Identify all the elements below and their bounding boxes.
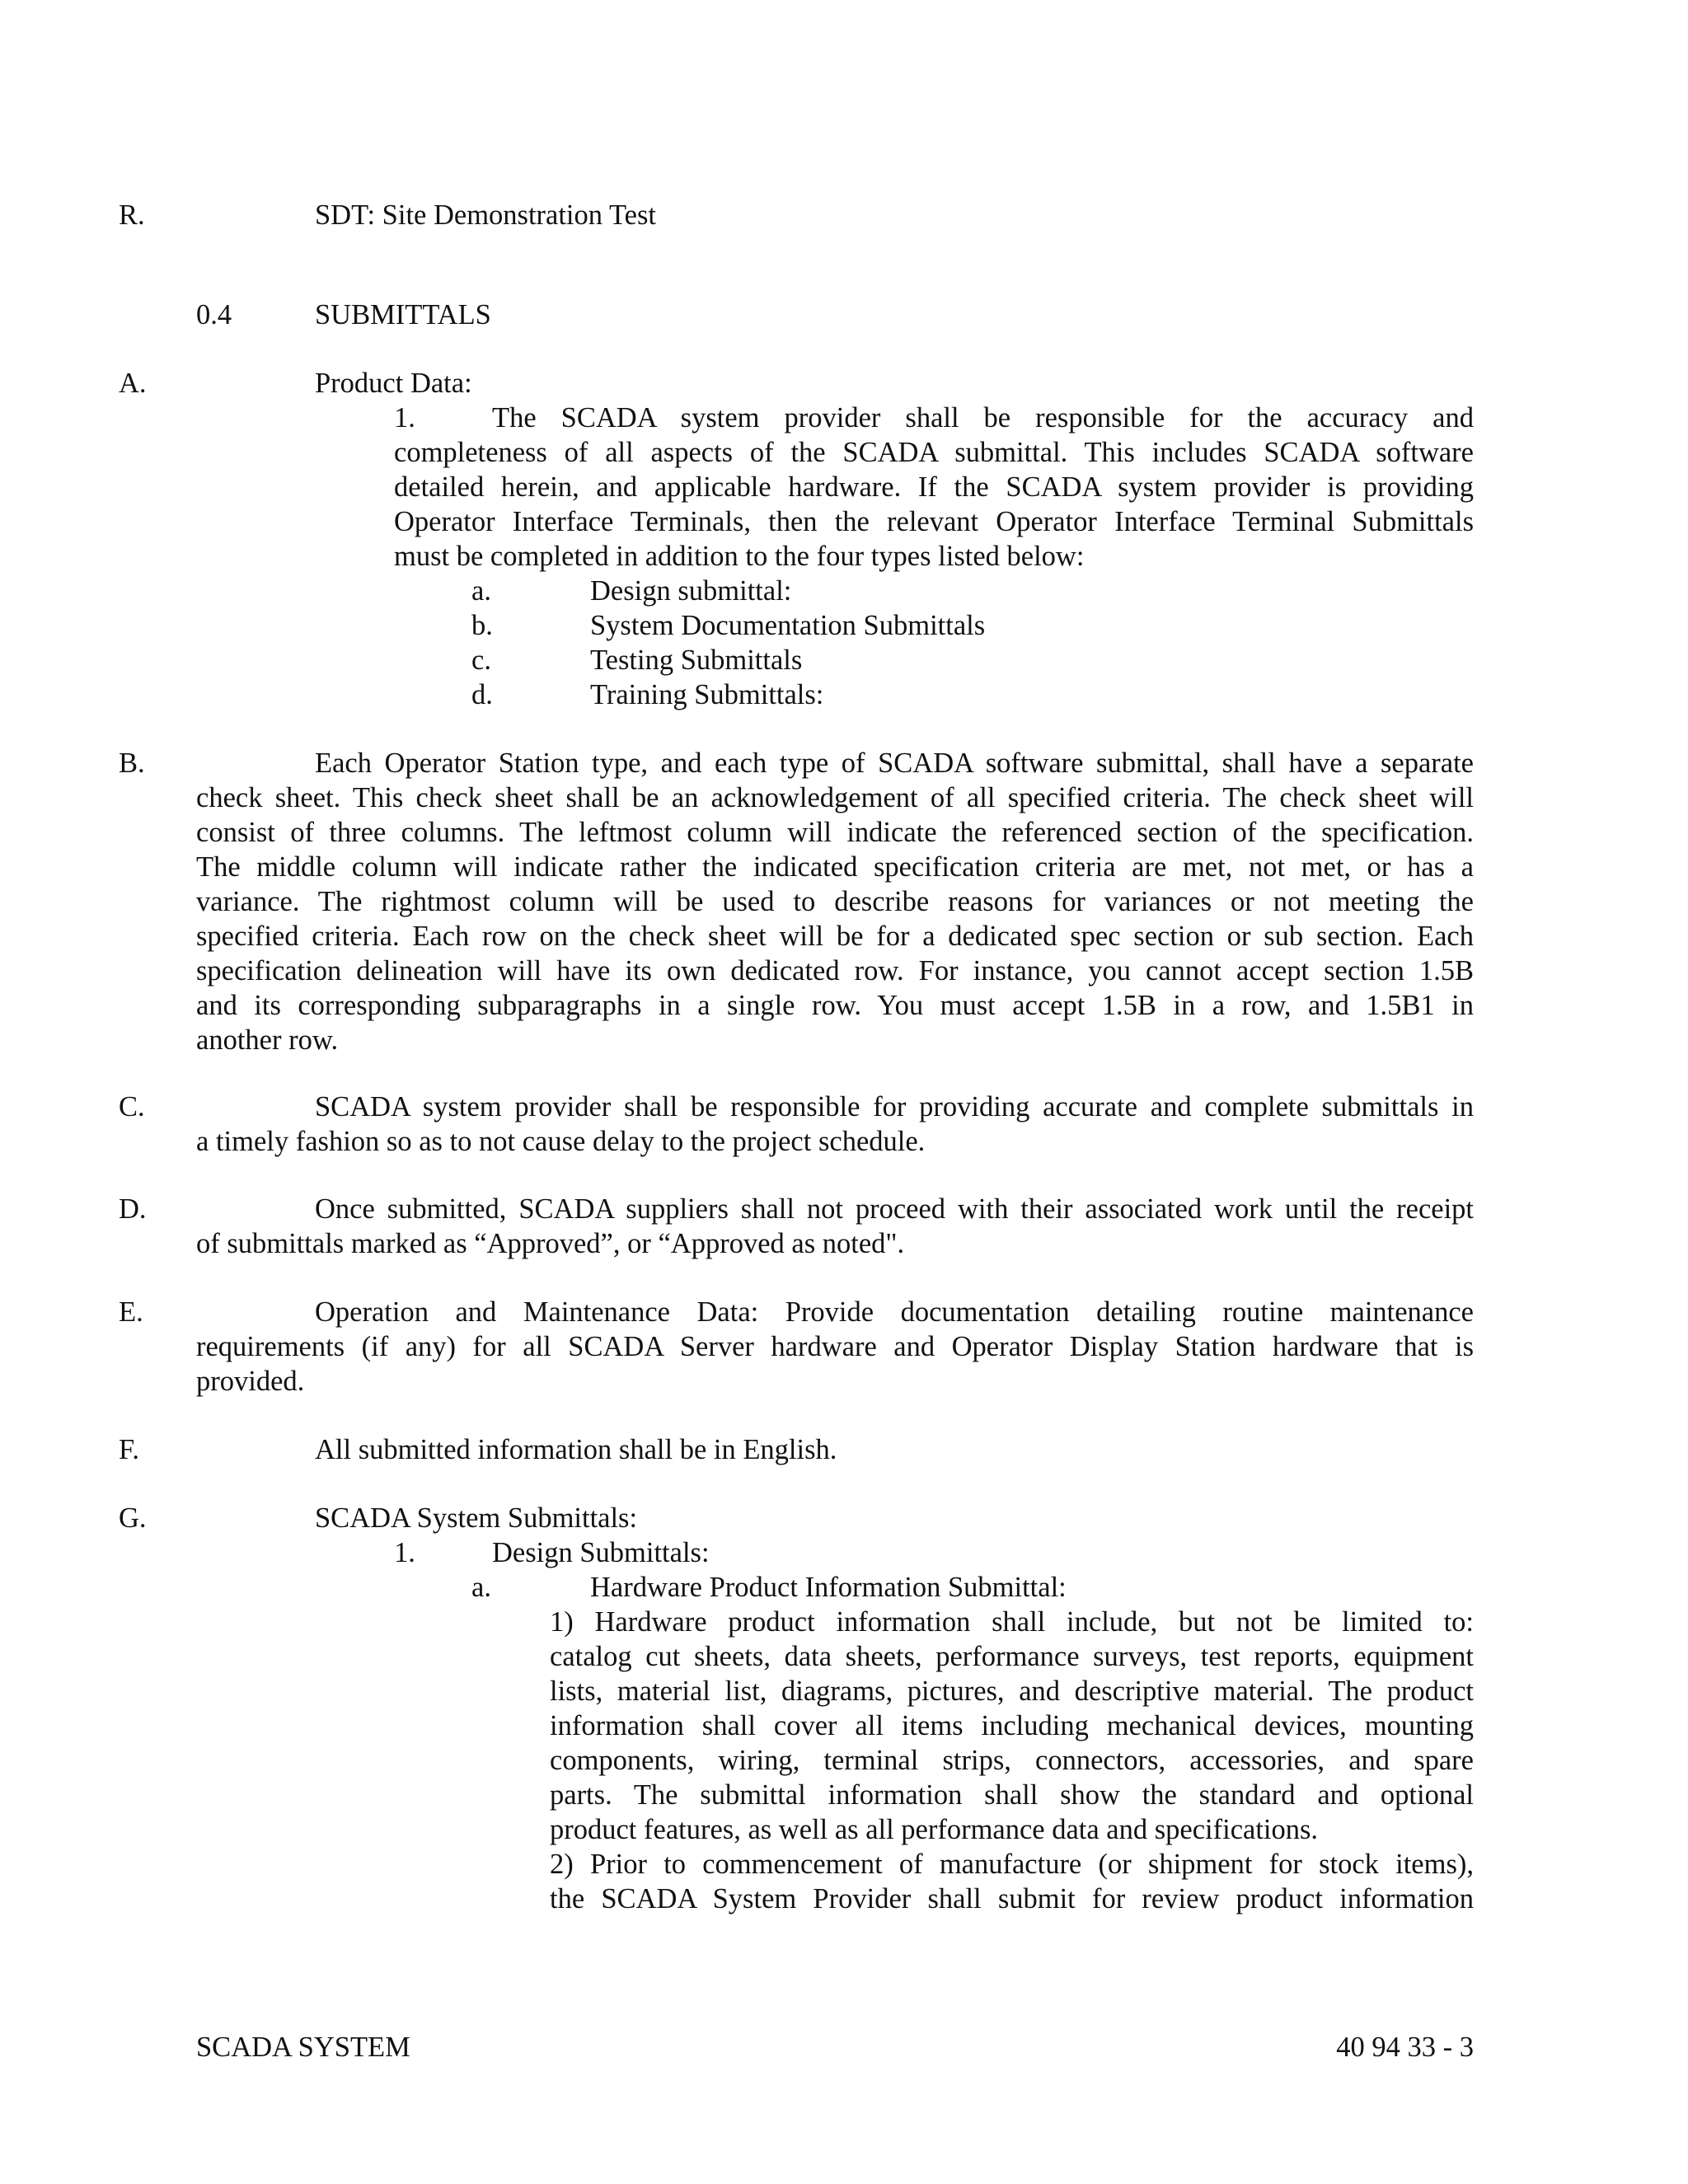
text-line: specified criteria. Each row on the check sheet will be for a dedicated spec section or sub section. Each [196, 921, 1474, 952]
item-e-letter: E. [119, 1296, 143, 1328]
type-b-text: System Documentation Submittals [590, 610, 986, 641]
text-line: 2) Prior to commencement of manufacture (or shipment for stock items), [550, 1849, 1474, 1880]
text-line: provided. [196, 1366, 305, 1397]
text-line: catalog cut sheets, data sheets, performance surveys, test reports, equipment [550, 1641, 1474, 1672]
item-g-sub1-text: Design Submittals: [492, 1537, 710, 1568]
text-line: another row. [196, 1024, 339, 1056]
footer-right: 40 94 33 - 3 [1336, 2032, 1474, 2063]
type-c-letter: c. [471, 644, 491, 676]
text-line: 1) Hardware product information shall include, but not be limited to: [550, 1606, 1474, 1638]
text-line: completeness of all aspects of the SCADA submittal. This includes SCADA software [394, 437, 1474, 468]
item-c-last-line: a timely fashion so as to not cause delay to the project schedule. [196, 1126, 926, 1157]
item-e-paragraph [196, 1329, 1474, 1399]
text-line: lists, material list, diagrams, pictures, and descriptive material. The product [550, 1675, 1474, 1707]
item-g-suba-letter: a. [471, 1572, 491, 1603]
text-line: Operator Interface Terminals, then the relevant Operator Interface Terminal Submittals [394, 506, 1474, 537]
type-c-text: Testing Submittals [590, 644, 803, 676]
text-line: the SCADA System Provider shall submit for review product information [550, 1883, 1474, 1915]
item-d-last-line: of submittals marked as “Approved”, or “Approved as noted". [196, 1228, 905, 1259]
text-line: specification delineation will have its own dedicated row. For instance, you cannot accept section 1.5B [196, 955, 1474, 987]
type-d-text: Training Submittals: [590, 679, 824, 710]
item-a-heading: Product Data: [315, 368, 472, 399]
section-title: SUBMITTALS [315, 299, 491, 330]
item-g-suba-text: Hardware Product Information Submittal: [590, 1572, 1067, 1603]
item-b-first-line: Each Operator Station type, and each type of SCADA software submittal, shall have a separate [315, 748, 1474, 779]
item-f-letter: F. [119, 1434, 140, 1465]
item-b-paragraph [196, 780, 1474, 1057]
item-d-first-line: Once submitted, SCADA suppliers shall not proceed with their associated work until the receipt [315, 1193, 1474, 1225]
item-e-first-line: Operation and Maintenance Data: Provide documentation detailing routine maintenance [315, 1296, 1474, 1328]
text-line: information shall cover all items including mechanical devices, mounting [550, 1710, 1474, 1741]
item-r-letter: R. [119, 199, 145, 231]
footer-left: SCADA SYSTEM [196, 2032, 410, 2063]
type-a-text: Design submittal: [590, 575, 792, 607]
item-d-letter: D. [119, 1193, 147, 1225]
type-b-letter: b. [471, 610, 493, 641]
item-g-heading: SCADA System Submittals: [315, 1502, 638, 1534]
text-line: consist of three columns. The leftmost column will indicate the referenced section of the specification. [196, 817, 1474, 848]
text-line: components, wiring, terminal strips, connectors, accessories, and spare [550, 1745, 1474, 1776]
text-line: detailed herein, and applicable hardware. If the SCADA system provider is providing [394, 471, 1474, 503]
item-c-letter: C. [119, 1091, 145, 1122]
text-line: requirements (if any) for all SCADA Server hardware and Operator Display Station hardware that is [196, 1331, 1474, 1362]
text-line: must be completed in addition to the four types listed below: [394, 541, 1085, 572]
item-g-letter: G. [119, 1502, 147, 1534]
type-a-letter: a. [471, 575, 491, 607]
item-b-letter: B. [119, 748, 145, 779]
section-number: 0.4 [196, 299, 232, 330]
text-line: and its corresponding subparagraphs in a single row. You must accept 1.5B in a row, and 1.5B1 in [196, 990, 1474, 1021]
item-c-first-line: SCADA system provider shall be responsible for providing accurate and complete submittals in [315, 1091, 1474, 1122]
text-line: product features, as well as all performance data and specifications. [550, 1814, 1319, 1845]
text-line: variance. The rightmost column will be used to describe reasons for variances or not meeting the [196, 886, 1474, 917]
item-f-text: All submitted information shall be in English. [315, 1434, 837, 1465]
item-a-letter: A. [119, 368, 147, 399]
item-g-sub1-number: 1. [394, 1537, 415, 1568]
type-d-letter: d. [471, 679, 493, 710]
item-g-paragraph [550, 1605, 1474, 1916]
text-line: parts. The submittal information shall show the standard and optional [550, 1779, 1474, 1811]
text-line: The middle column will indicate rather the indicated specification criteria are met, not met, or has a [196, 851, 1474, 883]
item-a-sub1-first-line: The SCADA system provider shall be responsible for the accuracy and [492, 402, 1474, 434]
item-a-sub1-number: 1. [394, 402, 415, 434]
item-r-text: SDT: Site Demonstration Test [315, 199, 656, 231]
item-a-sub1-paragraph [394, 435, 1474, 574]
text-line: check sheet. This check sheet shall be an acknowledgement of all specified criteria. The check sheet will [196, 782, 1474, 813]
